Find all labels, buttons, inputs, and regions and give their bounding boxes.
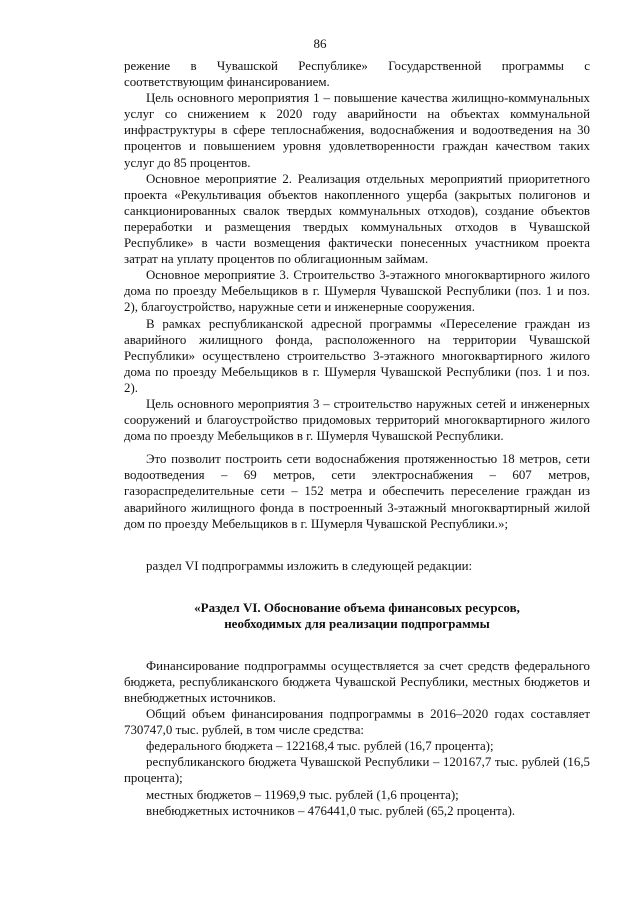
paragraph-section-instruction: раздел VI подпрограммы изложить в следующей редакции: bbox=[146, 558, 473, 573]
paragraph-measure-2: Основное мероприятие 2. Реализация отдельных мероприятий приоритетного проекта «Рекультивация объектов накопленного ущерба (закрытых полигонов и санкционированных свалок твердых коммунальных отходов), создание объектов переработки и размещения твердых коммунальных отходов в Чувашской Республике» в части возмещения фактически понесенных участником проекта затрат на уплату процентов по облигационным займам. bbox=[124, 171, 590, 267]
financing-item-federal: федерального бюджета – 122168,4 тыс. рублей (16,7 процента); bbox=[146, 739, 494, 754]
financing-total: Общий объем финансирования подпрограммы в 2016–2020 годах составляет 730747,0 тыс. рублей, в том числе средства: bbox=[124, 707, 590, 738]
section-heading bbox=[124, 600, 590, 632]
financing-item-local: местных бюджетов – 11969,9 тыс. рублей (1,6 процента); bbox=[146, 787, 459, 802]
document-body bbox=[124, 58, 590, 819]
section-heading-line-2: необходимых для реализации подпрограммы bbox=[224, 615, 490, 631]
paragraph-resettlement: В рамках республиканской адресной программы «Переселение граждан из аварийного жилищного фонда, расположенного на территории Чувашской Республики» осуществлено строительство 3-этажного многоквартирного жилого дома по проезду Мебельщиков в г. Шумерля Чувашской Республики (поз. 1 и поз. 2). bbox=[124, 316, 590, 395]
paragraph-goal-1: Цель основного мероприятия 1 – повышение качества жилищно-коммунальных услуг со снижением к 2020 году аварийности на объектах коммунальной инфраструктуры в сфере теплоснабжения, водоснабжения и водоотведения на 30 процентов и повышением уровня удовлетворенности граждан качеством таких услуг до 85 процентов. bbox=[124, 91, 590, 170]
paragraph-continuation: режение в Чувашской Республике» Государственной программы с соответствующим финансированием. bbox=[124, 59, 590, 90]
financing-item-extrabudgetary: внебюджетных источников – 476441,0 тыс. рублей (65,2 процента). bbox=[146, 803, 516, 818]
page-number: 86 bbox=[313, 36, 327, 51]
section-heading-line-1: «Раздел VI. Обоснование объема финансовых ресурсов, bbox=[194, 599, 520, 615]
financing-item-republican: республиканского бюджета Чувашской Республики – 120167,7 тыс. рублей (16,5 процента); bbox=[124, 755, 590, 786]
financing-intro: Финансирование подпрограммы осуществляется за счет средств федерального бюджета, республиканского бюджета Чувашской Республики, местных бюджетов и внебюджетных источников. bbox=[124, 658, 590, 705]
paragraph-measure-3: Основное мероприятие 3. Строительство 3-этажного многоквартирного жилого дома по проезду Мебельщиков в г. Шумерля Чувашской Республики (поз. 1 и поз. 2), благоустройство, наружные сети и инженерные сооружения. bbox=[124, 268, 590, 315]
paragraph-goal-3: Цель основного мероприятия 3 – строительство наружных сетей и инженерных сооружений и благоустройство придомовых территорий многоквартирного жилого дома по проезду Мебельщиков в г. Шумерля Чувашской Республики. bbox=[124, 396, 590, 444]
paragraph-networks: Это позволит построить сети водоснабжения протяженностью 18 метров, сети водоотведения – 69 метров, сети электроснабжения – 607 метров, газораспределительные сети – 152 метра и обеспечить переселение граждан из аварийного жилищного фонда в построенный 3-этажный многоквартирный жилой дом по проезду Мебельщиков в г. Шумерля Чувашской Республики.»; bbox=[124, 452, 590, 531]
